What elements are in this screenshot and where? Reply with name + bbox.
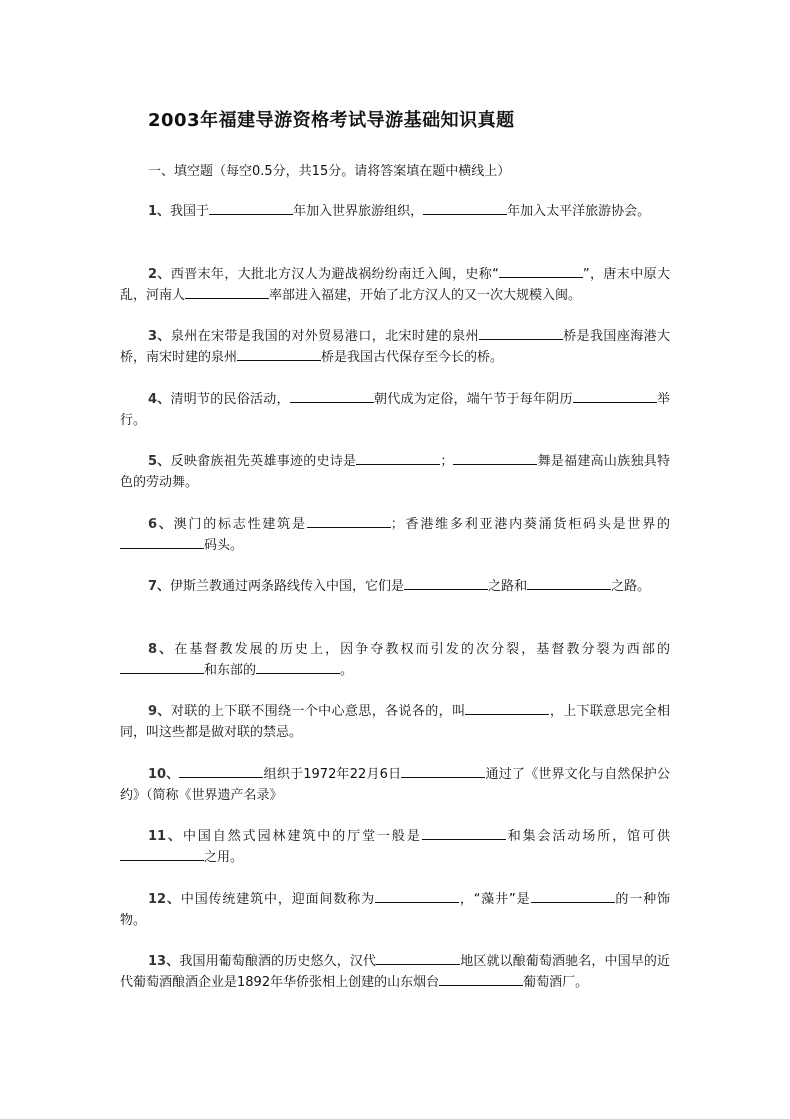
question-text: 澳门的标志性建筑是 bbox=[173, 516, 307, 532]
question-text: 我国用葡萄酿酒的历史悠久，汉代 bbox=[179, 954, 377, 969]
question-text: 地区就以酿葡萄酒驰名，中国早的近代葡萄酒酿酒企业是1892年华侨张相上创建的山东烟台 bbox=[120, 954, 670, 990]
question-text: 之路和 bbox=[488, 579, 528, 594]
answer-blank[interactable] bbox=[401, 764, 485, 778]
section-heading: 一、填空题（每空0.5分，共15分。请将答案填在题中横线上） bbox=[148, 164, 511, 179]
question-text: 。 bbox=[340, 662, 354, 678]
answer-blank[interactable] bbox=[573, 389, 657, 403]
question-4 bbox=[120, 389, 670, 452]
answer-blank[interactable] bbox=[499, 264, 583, 278]
question-text: 西晋末年，大批北方汉人为避战祸纷纷南迁入闽，史称“ bbox=[170, 266, 499, 282]
question-text: 举行。 bbox=[120, 391, 670, 428]
question-text: 年加入世界旅游组织， bbox=[293, 204, 424, 219]
question-number: 12、 bbox=[148, 891, 181, 907]
question-number: 3、 bbox=[148, 329, 171, 344]
answer-blank[interactable] bbox=[120, 535, 204, 549]
question-text: 对联的上下联不围绕一个中心意思，各说各的，叫 bbox=[170, 704, 466, 719]
answer-blank[interactable] bbox=[256, 660, 340, 674]
answer-blank[interactable] bbox=[120, 847, 204, 861]
question-3 bbox=[120, 326, 670, 389]
question-text: 清明节的民俗活动， bbox=[170, 391, 290, 407]
answer-blank[interactable] bbox=[237, 347, 321, 361]
question-number: 2、 bbox=[148, 266, 171, 282]
question-text: 之路。 bbox=[611, 579, 651, 594]
question-text: 伊斯兰教通过两条路线传入中国，它们是 bbox=[170, 579, 405, 594]
question-text: 在基督教发展的历史上，因争夺教权而引发的次分裂，基督教分裂为西部的 bbox=[174, 641, 670, 657]
question-1 bbox=[120, 201, 670, 264]
question-number: 4、 bbox=[148, 391, 171, 407]
answer-blank[interactable] bbox=[404, 576, 488, 590]
answer-blank[interactable] bbox=[120, 660, 204, 674]
question-text: 之用。 bbox=[204, 850, 244, 865]
question-text: 泉州在宋带是我国的对外贸易港口，北宋时建的泉州 bbox=[170, 329, 479, 344]
answer-blank[interactable] bbox=[527, 576, 611, 590]
answer-blank[interactable] bbox=[290, 389, 374, 403]
document-title: 2003年福建导游资格考试导游基础知识真题 bbox=[148, 110, 515, 131]
question-text: ”，唐末中原大乱，河南人 bbox=[120, 266, 670, 303]
question-text: 组织于1972年22月6日 bbox=[263, 766, 402, 782]
question-10 bbox=[120, 764, 670, 827]
question-text: 中国传统建筑中，迎面间数称为 bbox=[180, 891, 375, 907]
question-8 bbox=[120, 639, 670, 702]
question-9 bbox=[120, 701, 670, 764]
question-number: 1、 bbox=[148, 204, 171, 219]
question-text: 反映畲族祖先英雄事迹的史诗是 bbox=[170, 454, 357, 469]
question-text: 桥是我国古代保存至今长的桥。 bbox=[321, 350, 504, 365]
question-5 bbox=[120, 451, 670, 514]
question-text: 葡萄酒厂。 bbox=[523, 975, 589, 990]
answer-blank[interactable] bbox=[423, 201, 507, 215]
question-number: 7、 bbox=[148, 579, 171, 594]
question-text: 年加入太平洋旅游协会。 bbox=[507, 204, 651, 219]
answer-blank[interactable] bbox=[439, 972, 523, 986]
question-text: 的一种饰物。 bbox=[120, 891, 670, 928]
question-number: 10、 bbox=[148, 766, 180, 782]
question-12 bbox=[120, 889, 670, 952]
answer-blank[interactable] bbox=[307, 514, 391, 528]
question-text: 和集会活动场所，馆可供 bbox=[505, 829, 670, 844]
answer-blank[interactable] bbox=[465, 701, 549, 715]
question-7 bbox=[120, 576, 670, 639]
question-text: 朝代成为定俗，端午节于每年阴历 bbox=[373, 391, 573, 407]
question-text: ，上下联意思完全相同，叫这些都是做对联的禁忌。 bbox=[120, 704, 670, 740]
question-text: 我国于 bbox=[170, 204, 210, 219]
answer-blank[interactable] bbox=[179, 764, 263, 778]
answer-blank[interactable] bbox=[422, 826, 506, 840]
answer-blank[interactable] bbox=[209, 201, 293, 215]
question-text: 舞是福建高山族独具特色的劳动舞。 bbox=[120, 454, 670, 490]
question-number: 11、 bbox=[148, 829, 183, 844]
question-text: ； bbox=[440, 454, 454, 469]
question-2 bbox=[120, 264, 670, 327]
question-number: 9、 bbox=[148, 704, 171, 719]
answer-blank[interactable] bbox=[185, 285, 269, 299]
question-text: 中国自然式园林建筑中的厅堂一般是 bbox=[182, 829, 422, 844]
question-number: 6、 bbox=[148, 516, 174, 532]
answer-blank[interactable] bbox=[376, 951, 460, 965]
question-text: 码头。 bbox=[204, 537, 244, 553]
question-text: 通过了《世界文化与自然保护公约》（简称《世界遗产名录》 bbox=[120, 766, 670, 803]
question-number: 5、 bbox=[148, 454, 171, 469]
question-list bbox=[120, 201, 670, 1014]
question-13 bbox=[120, 951, 670, 1014]
answer-blank[interactable] bbox=[479, 326, 563, 340]
answer-blank[interactable] bbox=[453, 451, 537, 465]
answer-blank[interactable] bbox=[531, 889, 615, 903]
answer-blank[interactable] bbox=[356, 451, 440, 465]
question-number: 13、 bbox=[148, 954, 180, 969]
question-text: 桥是我国座海港大桥，南宋时建的泉州 bbox=[120, 329, 670, 365]
answer-blank[interactable] bbox=[375, 889, 459, 903]
question-11 bbox=[120, 826, 670, 889]
question-6 bbox=[120, 514, 670, 577]
question-text: ；香港维多利亚港内葵涌货柜码头是世界的 bbox=[390, 516, 670, 532]
question-text: 和东部的 bbox=[204, 662, 257, 678]
question-number: 8、 bbox=[148, 641, 175, 657]
question-text: ，“藻井”是 bbox=[458, 891, 531, 907]
question-text: 率部进入福建，开始了北方汉人的又一次大规模入闽。 bbox=[269, 287, 582, 303]
